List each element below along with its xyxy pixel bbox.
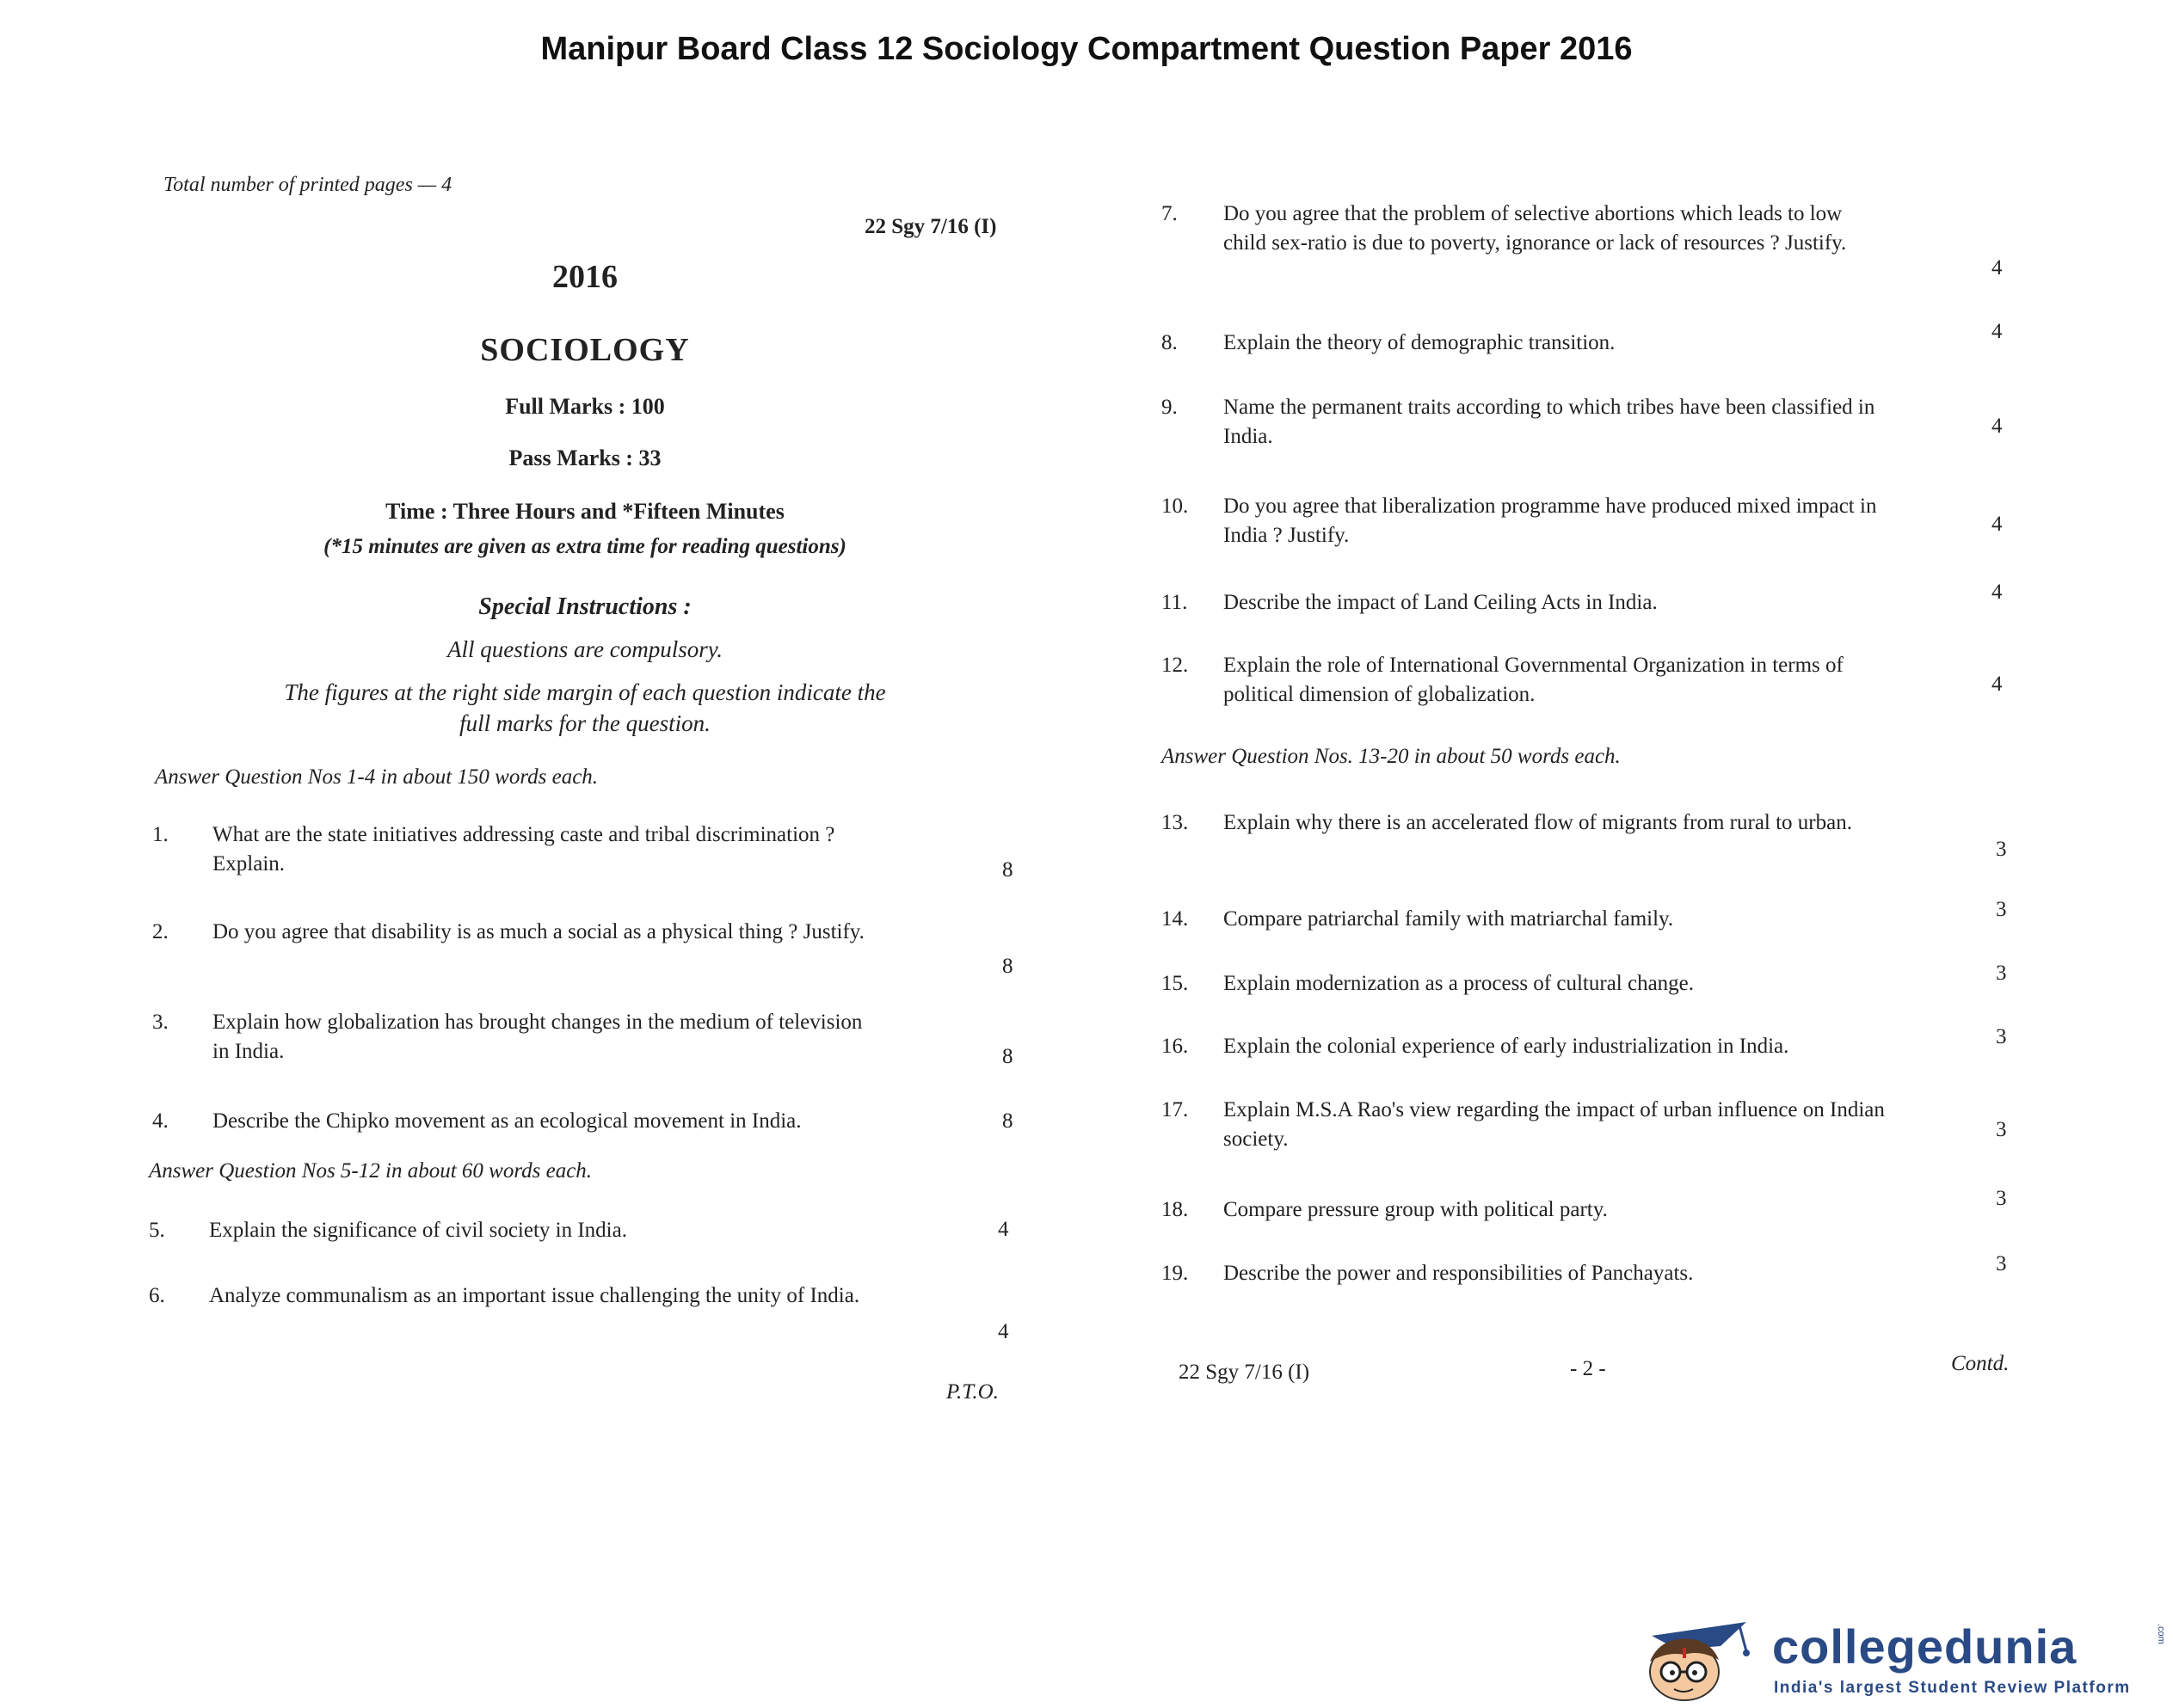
question-14-marks: 3 <box>1996 898 2007 921</box>
question-12 <box>1161 649 2013 718</box>
question-14 <box>1161 903 1936 937</box>
question-17 <box>1161 1094 2022 1163</box>
question-8-marks: 4 <box>1991 320 2003 343</box>
left-page <box>142 163 1028 1419</box>
question-10 <box>1161 490 2013 559</box>
question-number: 2. <box>152 920 169 943</box>
question-18 <box>1161 1194 1936 1228</box>
question-number: 14. <box>1161 907 1189 931</box>
section-heading-13-20: Answer Question Nos. 13-20 in about 50 words each. <box>1161 745 1621 768</box>
question-13 <box>1161 807 2013 841</box>
question-number: 8. <box>1161 331 1178 354</box>
question-text: Analyze communalism as an important issue challenging the unity of India. <box>209 1284 860 1307</box>
document-title: Manipur Board Class 12 Sociology Compartment Question Paper 2016 <box>540 31 1633 67</box>
question-9 <box>1161 391 2013 460</box>
question-18-marks: 3 <box>1996 1187 2007 1210</box>
question-text: Do you agree that disability is as much a social as a physical thing ? Justify. <box>212 920 865 943</box>
question-text: Describe the power and responsibilities of Panchayats. <box>1223 1262 1694 1285</box>
question-11 <box>1161 587 1936 621</box>
question-text: Compare pressure group with political party. <box>1223 1198 1608 1221</box>
instruction-compulsory: All questions are compulsory. <box>447 636 723 662</box>
question-5-marks: 4 <box>998 1218 1009 1241</box>
question-text: Explain the colonial experience of early industrialization in India. <box>1223 1035 1789 1058</box>
question-8 <box>1161 327 1936 361</box>
right-page <box>1161 181 2022 1385</box>
question-5 <box>149 1214 923 1249</box>
question-text: Explain the theory of demographic transition. <box>1223 331 1616 354</box>
question-text: Describe the impact of Land Ceiling Acts in India. <box>1223 591 1658 614</box>
footer-paper-code: 22 Sgy 7/16 (I) <box>1179 1361 1310 1384</box>
special-instructions-heading: Special Instructions : <box>478 593 692 620</box>
time-allowed: Time : Three Hours and *Fifteen Minutes <box>385 499 785 524</box>
logo-domain: .com <box>2156 1624 2166 1644</box>
question-11-marks: 4 <box>1991 581 2003 604</box>
question-text: Explain why there is an accelerated flow of migrants from rural to urban. <box>1223 811 1852 834</box>
question-3 <box>152 1006 1021 1075</box>
question-text-line2: political dimension of globalization. <box>1223 683 1536 706</box>
logo-wordmark: collegedunia <box>1772 1619 2078 1674</box>
question-7 <box>1161 198 2013 267</box>
continued-note: Contd. <box>1951 1352 2010 1375</box>
paper-code: 22 Sgy 7/16 (I) <box>865 215 997 238</box>
time-note: (*15 minutes are given as extra time for reading questions) <box>323 535 846 558</box>
printed-pages-note: Total number of printed pages — 4 <box>163 174 452 196</box>
instruction-marks-line1: The figures at the right side margin of each question indicate the <box>284 679 886 705</box>
page-number: - 2 - <box>1570 1357 1606 1380</box>
question-16 <box>1161 1030 1953 1065</box>
question-number: 16. <box>1161 1035 1189 1058</box>
question-text: What are the state initiatives addressing caste and tribal discrimination ? <box>212 823 835 846</box>
please-turn-over: P.T.O. <box>946 1380 999 1404</box>
full-marks: Full Marks : 100 <box>505 394 665 419</box>
question-text: Explain how globalization has brought changes in the medium of television <box>212 1011 863 1034</box>
question-number: 7. <box>1161 202 1178 225</box>
section-heading-5-12: Answer Question Nos 5-12 in about 60 words each. <box>149 1159 593 1183</box>
question-2-marks: 8 <box>1002 955 1013 978</box>
question-text-line2: India ? Justify. <box>1223 524 1350 547</box>
subject-title: SOCIOLOGY <box>480 332 690 368</box>
question-text-line2: India. <box>1223 425 1273 448</box>
question-text-line2: Explain. <box>212 852 286 876</box>
question-10-marks: 4 <box>1991 513 2003 536</box>
question-number: 9. <box>1161 396 1178 419</box>
question-19 <box>1161 1257 1936 1292</box>
question-text: Do you agree that the problem of selective abortions which leads to low <box>1223 202 1843 225</box>
logo-tagline: India's largest Student Review Platform <box>1774 1679 2131 1697</box>
question-13-marks: 3 <box>1996 838 2007 861</box>
question-3-marks: 8 <box>1002 1045 1013 1068</box>
question-text: Explain M.S.A Rao's view regarding the impact of urban influence on Indian <box>1223 1098 1885 1121</box>
question-2 <box>152 916 1021 950</box>
question-text-line2: in India. <box>212 1040 285 1063</box>
question-6-marks: 4 <box>998 1320 1009 1343</box>
pass-marks: Pass Marks : 33 <box>508 445 662 470</box>
question-text: Explain the significance of civil society in India. <box>209 1219 627 1242</box>
question-7-marks: 4 <box>1991 256 2003 280</box>
question-text: Describe the Chipko movement as an ecological movement in India. <box>212 1109 802 1133</box>
mascot-icon <box>1617 1617 1768 1703</box>
question-text: Compare patriarchal family with matriarchal family. <box>1223 907 1674 931</box>
question-number: 15. <box>1161 972 1189 995</box>
question-15-marks: 3 <box>1996 962 2007 985</box>
question-number: 13. <box>1161 811 1189 834</box>
question-4-marks: 8 <box>1002 1109 1013 1133</box>
question-number: 11. <box>1161 591 1188 614</box>
question-9-marks: 4 <box>1991 415 2003 438</box>
question-number: 19. <box>1161 1262 1189 1285</box>
question-4 <box>152 1105 978 1140</box>
question-number: 5. <box>149 1219 165 1242</box>
exam-year: 2016 <box>552 259 618 295</box>
question-text-line2: child sex-ratio is due to poverty, ignorance or lack of resources ? Justify. <box>1223 231 1847 255</box>
question-text: Name the permanent traits according to which tribes have been classified in <box>1223 396 1875 419</box>
question-text-line2: society. <box>1223 1127 1289 1151</box>
question-6 <box>149 1280 1018 1314</box>
question-number: 17. <box>1161 1098 1189 1121</box>
question-text: Explain the role of International Governmental Organization in terms of <box>1223 654 1844 677</box>
question-number: 12. <box>1161 654 1189 677</box>
question-text: Do you agree that liberalization programme have produced mixed impact in <box>1223 495 1877 518</box>
question-16-marks: 3 <box>1996 1025 2007 1048</box>
question-number: 1. <box>152 823 169 846</box>
question-1-marks: 8 <box>1002 858 1013 882</box>
question-number: 6. <box>149 1284 165 1307</box>
instruction-marks-line2: full marks for the question. <box>459 710 711 736</box>
question-19-marks: 3 <box>1996 1252 2007 1275</box>
question-1 <box>152 819 1021 888</box>
question-text: Explain modernization as a process of cultural change. <box>1223 972 1695 995</box>
question-number: 4. <box>152 1109 169 1133</box>
question-number: 10. <box>1161 495 1189 518</box>
question-number: 18. <box>1161 1198 1189 1221</box>
question-15 <box>1161 968 1936 1002</box>
section-heading-1-4: Answer Question Nos 1-4 in about 150 words each. <box>155 765 599 789</box>
question-12-marks: 4 <box>1991 673 2003 696</box>
collegedunia-logo[interactable] <box>1617 1617 2168 1703</box>
question-number: 3. <box>152 1011 169 1034</box>
question-17-marks: 3 <box>1996 1118 2007 1141</box>
